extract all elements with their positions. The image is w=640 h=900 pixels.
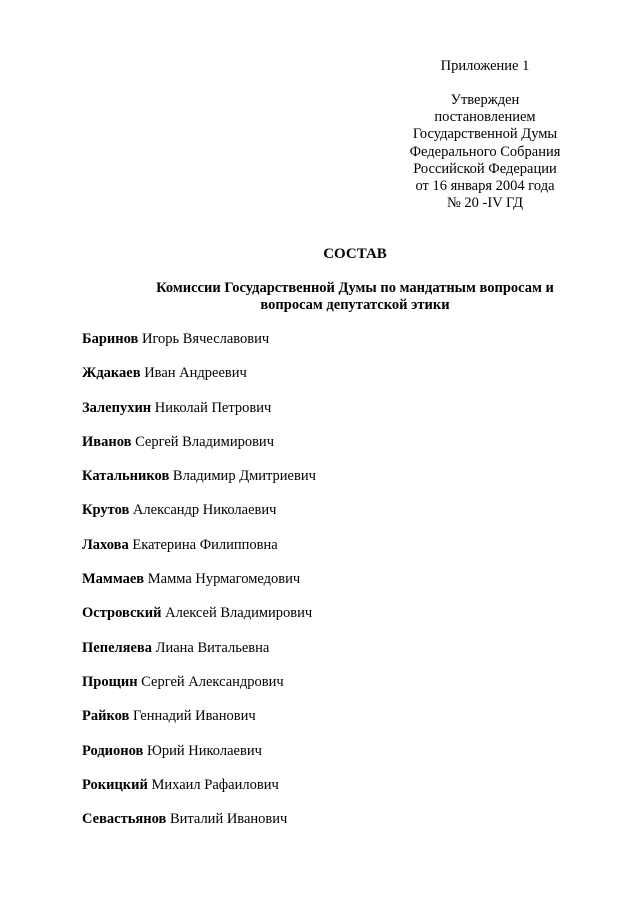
- member-surname: Крутов: [82, 502, 130, 519]
- appendix-label: Приложение 1: [440, 58, 530, 74]
- member-item: [82, 810, 582, 844]
- member-given-name: Юрий Николаевич: [146, 742, 262, 759]
- subtitle-line: Комиссии Государственной Думы по мандатным вопросам и: [156, 280, 554, 296]
- member-item: [82, 364, 582, 398]
- member-item: [82, 707, 582, 741]
- member-item: [82, 639, 582, 673]
- member-surname: Севастьянов: [82, 811, 167, 828]
- approval-block: [395, 92, 575, 212]
- member-given-name: Виталий Иванович: [169, 811, 288, 828]
- approval-line: Федерального Собрания: [409, 143, 561, 160]
- member-given-name: Михаил Рафаилович: [151, 776, 279, 793]
- member-item: [82, 742, 582, 776]
- member-surname: Маммаев: [82, 571, 145, 588]
- member-given-name: Мамма Нурмагомедович: [147, 571, 301, 588]
- member-given-name: Екатерина Филипповна: [132, 536, 278, 553]
- subtitle-line: вопросам депутатской этики: [260, 297, 450, 313]
- member-surname: Залепухин: [82, 399, 152, 416]
- member-item: [82, 776, 582, 810]
- member-given-name: Геннадий Иванович: [132, 708, 256, 725]
- member-item: [82, 399, 582, 433]
- member-given-name: Иван Андреевич: [144, 365, 247, 382]
- member-item: [82, 570, 582, 604]
- member-surname: Островский: [82, 605, 162, 622]
- member-surname: Баринов: [82, 331, 139, 347]
- member-surname: Ждакаев: [82, 365, 141, 382]
- member-surname: Прощин: [82, 673, 138, 690]
- member-item: [82, 330, 582, 364]
- member-given-name: Александр Николаевич: [132, 502, 277, 519]
- member-surname: Родионов: [82, 742, 144, 759]
- approval-line: Государственной Думы: [412, 126, 558, 143]
- member-given-name: Владимир Дмитриевич: [172, 468, 316, 485]
- document-subtitle: [125, 280, 585, 314]
- members-list: [82, 330, 582, 844]
- approval-line: Утвержден: [450, 92, 520, 108]
- member-item: [82, 433, 582, 467]
- approval-line: № 20 -IV ГД: [446, 195, 524, 212]
- member-surname: Катальников: [82, 468, 170, 485]
- document-title: СОСТАВ: [323, 246, 387, 262]
- member-surname: Лахова: [82, 536, 129, 553]
- member-item: [82, 467, 582, 501]
- approval-line: постановлением: [434, 109, 536, 126]
- member-item: [82, 501, 582, 535]
- member-item: [82, 536, 582, 570]
- member-surname: Райков: [82, 708, 130, 725]
- member-given-name: Игорь Вячеславович: [141, 331, 270, 347]
- member-given-name: Николай Петрович: [154, 399, 272, 416]
- member-surname: Пепеляева: [82, 639, 153, 656]
- member-item: [82, 673, 582, 707]
- member-given-name: Сергей Владимирович: [135, 433, 274, 450]
- member-given-name: Сергей Александрович: [141, 673, 284, 690]
- member-surname: Иванов: [82, 433, 132, 450]
- approval-line: Российской Федерации: [413, 160, 557, 177]
- member-given-name: Алексей Владимирович: [165, 605, 313, 622]
- member-item: [82, 604, 582, 638]
- approval-line: от 16 января 2004 года: [415, 178, 555, 195]
- member-given-name: Лиана Витальевна: [155, 639, 270, 656]
- member-surname: Рокицкий: [82, 776, 148, 793]
